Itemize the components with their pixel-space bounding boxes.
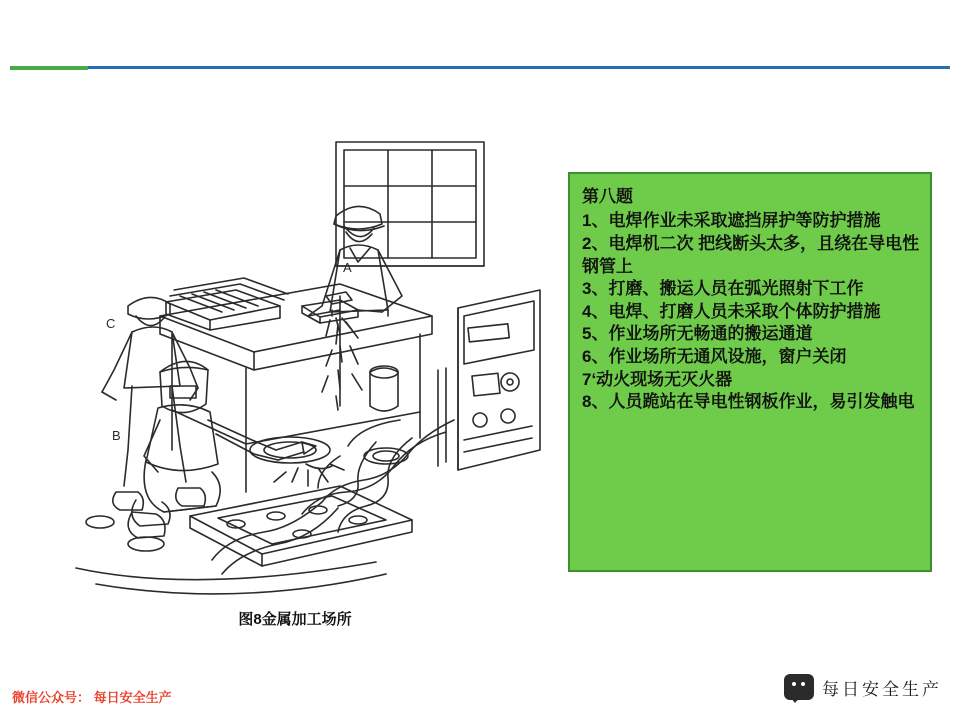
figure-caption: 图8金属加工场所	[238, 611, 352, 628]
answer-item-8: 8、人员跪站在导电性钢板作业，易引发触电	[582, 392, 915, 412]
footer-brand	[784, 674, 942, 700]
wechat-icon	[784, 674, 814, 700]
answer-item-1: 1、电焊作业未采取遮挡屏护等防护措施	[582, 211, 881, 231]
workshop-illustration	[40, 120, 550, 610]
header-accent-rule	[10, 66, 950, 70]
answer-item-3: 3、打磨、搬运人员在弧光照射下工作	[582, 279, 864, 299]
workshop-line-drawing	[40, 120, 550, 610]
illustration-label-a: A	[343, 260, 352, 275]
accent-green-segment	[10, 66, 88, 70]
answer-item-5: 5、作业场所无畅通的搬运通道	[582, 324, 813, 344]
answer-item-6: 6、作业场所无通风设施，窗户关闭	[582, 347, 847, 367]
footer-wechat-note: 微信公众号： 每日安全生产	[12, 690, 172, 705]
illustration-label-b: B	[112, 428, 121, 443]
answer-item-7: 7‘动火现场无灭火器	[582, 369, 733, 389]
answer-item-4: 4、电焊、打磨人员未采取个体防护措施	[582, 301, 881, 321]
answer-panel	[568, 172, 932, 572]
accent-blue-segment	[88, 66, 950, 69]
wechat-icon-tail	[790, 697, 800, 703]
footer-brand-text: 每日安全生产	[822, 679, 942, 699]
answer-panel-title: 第八题	[582, 187, 633, 206]
illustration-label-c: C	[106, 316, 116, 331]
answer-item-2: 2、电焊机二次 把线断头太多，且绕在导电性钢管上	[582, 234, 920, 276]
illustration-labels	[106, 260, 352, 443]
